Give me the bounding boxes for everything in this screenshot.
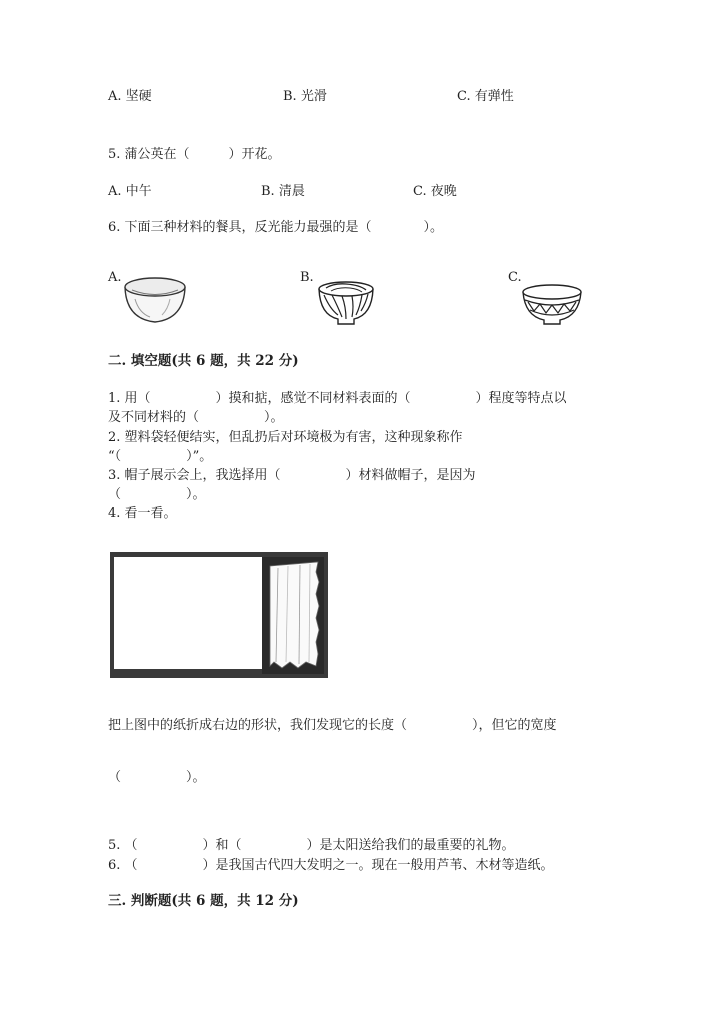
fill-q5: 5. （ ）和（ ）是太阳送给我们的最重要的礼物。 — [108, 838, 515, 853]
paper-folding-image — [110, 552, 328, 678]
section-3-title: 三. 判断题(共 6 题，共 12 分) — [108, 893, 299, 909]
q5-option-a: A. 中午 — [108, 184, 152, 199]
q6-option-b: B. — [300, 270, 314, 285]
fill-q1-line2: 及不同材料的（ ）。 — [108, 410, 284, 425]
q4-option-b: B. 光滑 — [283, 89, 327, 104]
metal-bowl-image — [122, 275, 188, 325]
fill-q4-prompt: 4. 看一看。 — [108, 506, 177, 521]
fill-q3-line2: （ ）。 — [108, 487, 206, 502]
fill-q2-line2: “（ ）”。 — [108, 449, 213, 464]
q6-option-c: C. — [508, 270, 522, 285]
fill-q3-line1: 3. 帽子展示会上，我选择用（ ）材料做帽子，是因为 — [108, 468, 476, 483]
q6-option-a: A. — [108, 270, 122, 285]
section-2-title: 二. 填空题(共 6 题，共 22 分) — [108, 353, 299, 369]
q5-option-b: B. 清晨 — [261, 184, 305, 199]
fill-q4-text-line2: （ ）。 — [108, 770, 206, 785]
fill-q6: 6. （ ）是我国古代四大发明之一。现在一般用芦苇、木材等造纸。 — [108, 858, 554, 873]
fill-q1-line1: 1. 用（ ）摸和掂，感觉不同材料表面的（ ）程度等特点以 — [108, 391, 567, 406]
fill-q4-text-line1: 把上图中的纸折成右边的形状，我们发现它的长度（ ），但它的宽度 — [108, 718, 557, 733]
wooden-bowl-image — [316, 279, 376, 329]
ceramic-bowl-image — [520, 280, 584, 328]
q6-stem: 6. 下面三种材料的餐具，反光能力最强的是（ ）。 — [108, 220, 444, 235]
q5-stem: 5. 蒲公英在（ ）开花。 — [108, 147, 281, 162]
q4-option-c: C. 有弹性 — [457, 89, 514, 104]
fill-q2-line1: 2. 塑料袋轻便结实，但乱扔后对环境极为有害，这种现象称作 — [108, 430, 463, 445]
q5-option-c: C. 夜晚 — [413, 184, 457, 199]
q4-option-a: A. 坚硬 — [108, 89, 152, 104]
